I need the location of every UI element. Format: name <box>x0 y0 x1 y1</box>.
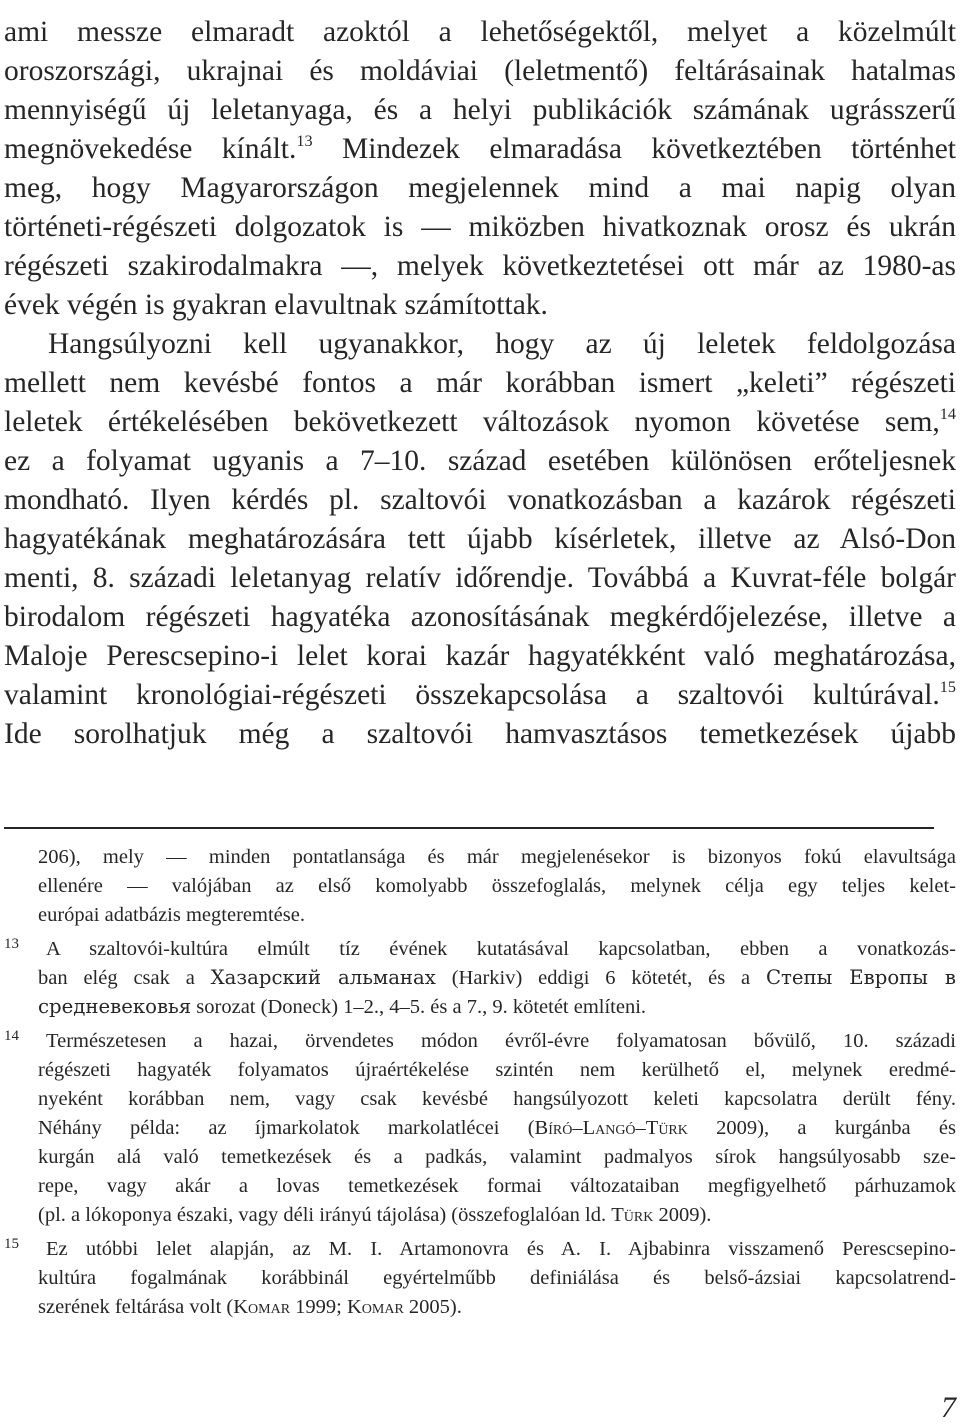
footnote-line: régészeti hagyaték folyamatos újraértékelése szintén nem kerülhető el, melynek eredmé- <box>38 1059 956 1081</box>
footnote-text-segment: 1999; <box>290 1296 347 1318</box>
page-number: 7 <box>941 1391 956 1424</box>
body-line <box>4 677 956 713</box>
footnote-line: 206), mely — minden pontatlansága és már megjelenésekor is bizonyos fokú elavultsága <box>38 846 956 868</box>
footnote-line: európai adatbázis megteremtése. <box>38 904 305 926</box>
author-name: Komar <box>233 1296 291 1318</box>
footnote-line: ellenére — valójában az első komolyabb összefoglalás, melynek célja egy teljes kelet- <box>38 875 956 897</box>
footnote-line <box>38 1293 956 1321</box>
body-text-segment: valamint kronológiai-régészeti összekapcsolása a szaltovói kultúrával. <box>4 679 940 711</box>
footnote-text-segment: 2005). <box>403 1296 462 1318</box>
body-line: régészeti szakirodalmakra —, melyek következtetései ott már az 1980-as <box>4 250 956 282</box>
body-text-segment: leletek értékelésében bekövetkezett változások nyomon követése sem, <box>4 406 940 438</box>
body-line: hagyatékának meghatározására tett újabb kísérletek, illetve az Alsó-Don <box>4 523 956 555</box>
body-line: Hangsúlyozni kell ugyanakkor, hogy az új leletek feldolgozása <box>48 328 956 360</box>
footnote-text-segment: 2009), a kurgánba és <box>687 1117 957 1139</box>
body-line: menti, 8. századi leletanyag relatív időrendje. Továbbá a Kuvrat-féle bolgár <box>4 562 956 594</box>
body-line: ez a folyamat ugyanis a 7–10. század esetében különösen erőteljesnek <box>4 445 956 477</box>
footnote-line <box>38 993 956 1021</box>
footnote-line <box>38 964 956 992</box>
footnote-ref-13[interactable]: 13 <box>296 131 313 150</box>
body-line: mennyiségű új leletanyaga, és a helyi publikációk számának ugrásszerű <box>4 94 956 126</box>
body-line: ami messze elmaradt azoktól a lehetőségektől, melyet a közelmúlt <box>4 16 956 48</box>
footnote-line: kurgán alá való temetkezések és a padkás, valamint padmalyos sírok hangsúlyosabb sze- <box>38 1146 956 1168</box>
author-name: Türk <box>645 1117 688 1139</box>
book-title-cyrillic: Степы Европы в <box>765 966 956 989</box>
footnote-ref-14[interactable]: 14 <box>939 404 956 423</box>
author-name: Langó <box>582 1117 636 1139</box>
book-title-cyrillic: средневековья <box>38 995 192 1018</box>
footnote-number-15: 15 <box>4 1236 19 1252</box>
footnote-line: kultúra fogalmának korábbinál egyértelműbb definiálása és belső-ázsiai kapcsolatrend- <box>38 1267 956 1289</box>
body-line: birodalom régészeti hagyatéka azonosításának megkérdőjelezése, illetve a <box>4 601 956 633</box>
body-line: meg, hogy Magyarországon megjelennek mind a mai napig olyan <box>4 172 956 204</box>
footnote-text-segment: (pl. a lókoponya északi, vagy déli irányú tájolása) (összefoglalóan ld. <box>38 1204 612 1226</box>
footnote-text-segment: – <box>572 1117 583 1139</box>
body-line: Maloje Perescsepino-i lelet korai kazár hagyatékként való meghatározása, <box>4 640 956 672</box>
footnote-text-segment: – <box>635 1117 646 1139</box>
footnote-number-14: 14 <box>4 1028 19 1044</box>
author-name: Bíró <box>534 1117 573 1139</box>
footnote-line: nyeként korábban nem, vagy csak kevésbé hangsúlyozott keleti kapcsolatra derült fény. <box>38 1088 956 1110</box>
body-text-segment: megnövekedése kínált. <box>4 133 297 165</box>
body-line: Ide sorolhatjuk még a szaltovói hamvasztásos temetkezések újabb <box>4 718 956 750</box>
body-line: mondható. Ilyen kérdés pl. szaltovói vonatkozásban a kazárok régészeti <box>4 484 956 516</box>
footnote-line: A szaltovói-kultúra elmúlt tíz évének kutatásával kapcsolatban, ebben a vonatkozás- <box>46 938 956 960</box>
body-line: évek végén is gyakran elavultnak számítottak. <box>4 289 548 321</box>
footnote-text-segment: (Harkiv) eddigi 6 kötetét, és a <box>435 967 766 989</box>
author-name: Türk <box>611 1204 654 1226</box>
footnote-ref-15[interactable]: 15 <box>939 677 956 696</box>
body-line <box>4 404 956 440</box>
body-line <box>4 131 956 167</box>
footnote-text-segment: Néhány példa: az íjmarkolatok markolatlécei ( <box>38 1117 535 1139</box>
footnote-line <box>38 1201 956 1229</box>
body-line: mellett nem kevésbé fontos a már korábban ismert „keleti” régészeti <box>4 367 956 399</box>
footnote-line: Ez utóbbi lelet alapján, az M. I. Artamonovra és A. I. Ajbabinra visszamenő Perescsepino- <box>46 1238 956 1260</box>
footnote-text-segment: 2009). <box>653 1204 712 1226</box>
footnote-text-segment: ban elég csak a <box>38 967 211 989</box>
book-title-cyrillic: Хазарский альманах <box>210 966 436 989</box>
body-line: oroszországi, ukrajnai és moldáviai (leletmentő) feltárásainak hatalmas <box>4 55 956 87</box>
footnote-number-13: 13 <box>4 936 19 952</box>
footnote-line <box>38 1114 956 1142</box>
footnote-text-segment: szerének feltárása volt ( <box>38 1296 234 1318</box>
body-text-segment: Mindezek elmaradása következtében történhet <box>312 133 956 165</box>
footnote-line: repe, vagy akár a lovas temetkezések formai változataiban megfigyelhető párhuzamok <box>38 1175 956 1197</box>
footnote-line: Természetesen a hazai, örvendetes módon évről-évre folyamatosan bővülő, 10. századi <box>46 1030 956 1052</box>
author-name: Komar <box>346 1296 404 1318</box>
footnote-text-segment: sorozat (Doneck) 1–2., 4–5. és a 7., 9. kötetét említeni. <box>191 996 647 1018</box>
body-line: történeti-régészeti dolgozatok is — miközben hivatkoznak orosz és ukrán <box>4 211 956 243</box>
footnote-separator <box>4 827 934 829</box>
